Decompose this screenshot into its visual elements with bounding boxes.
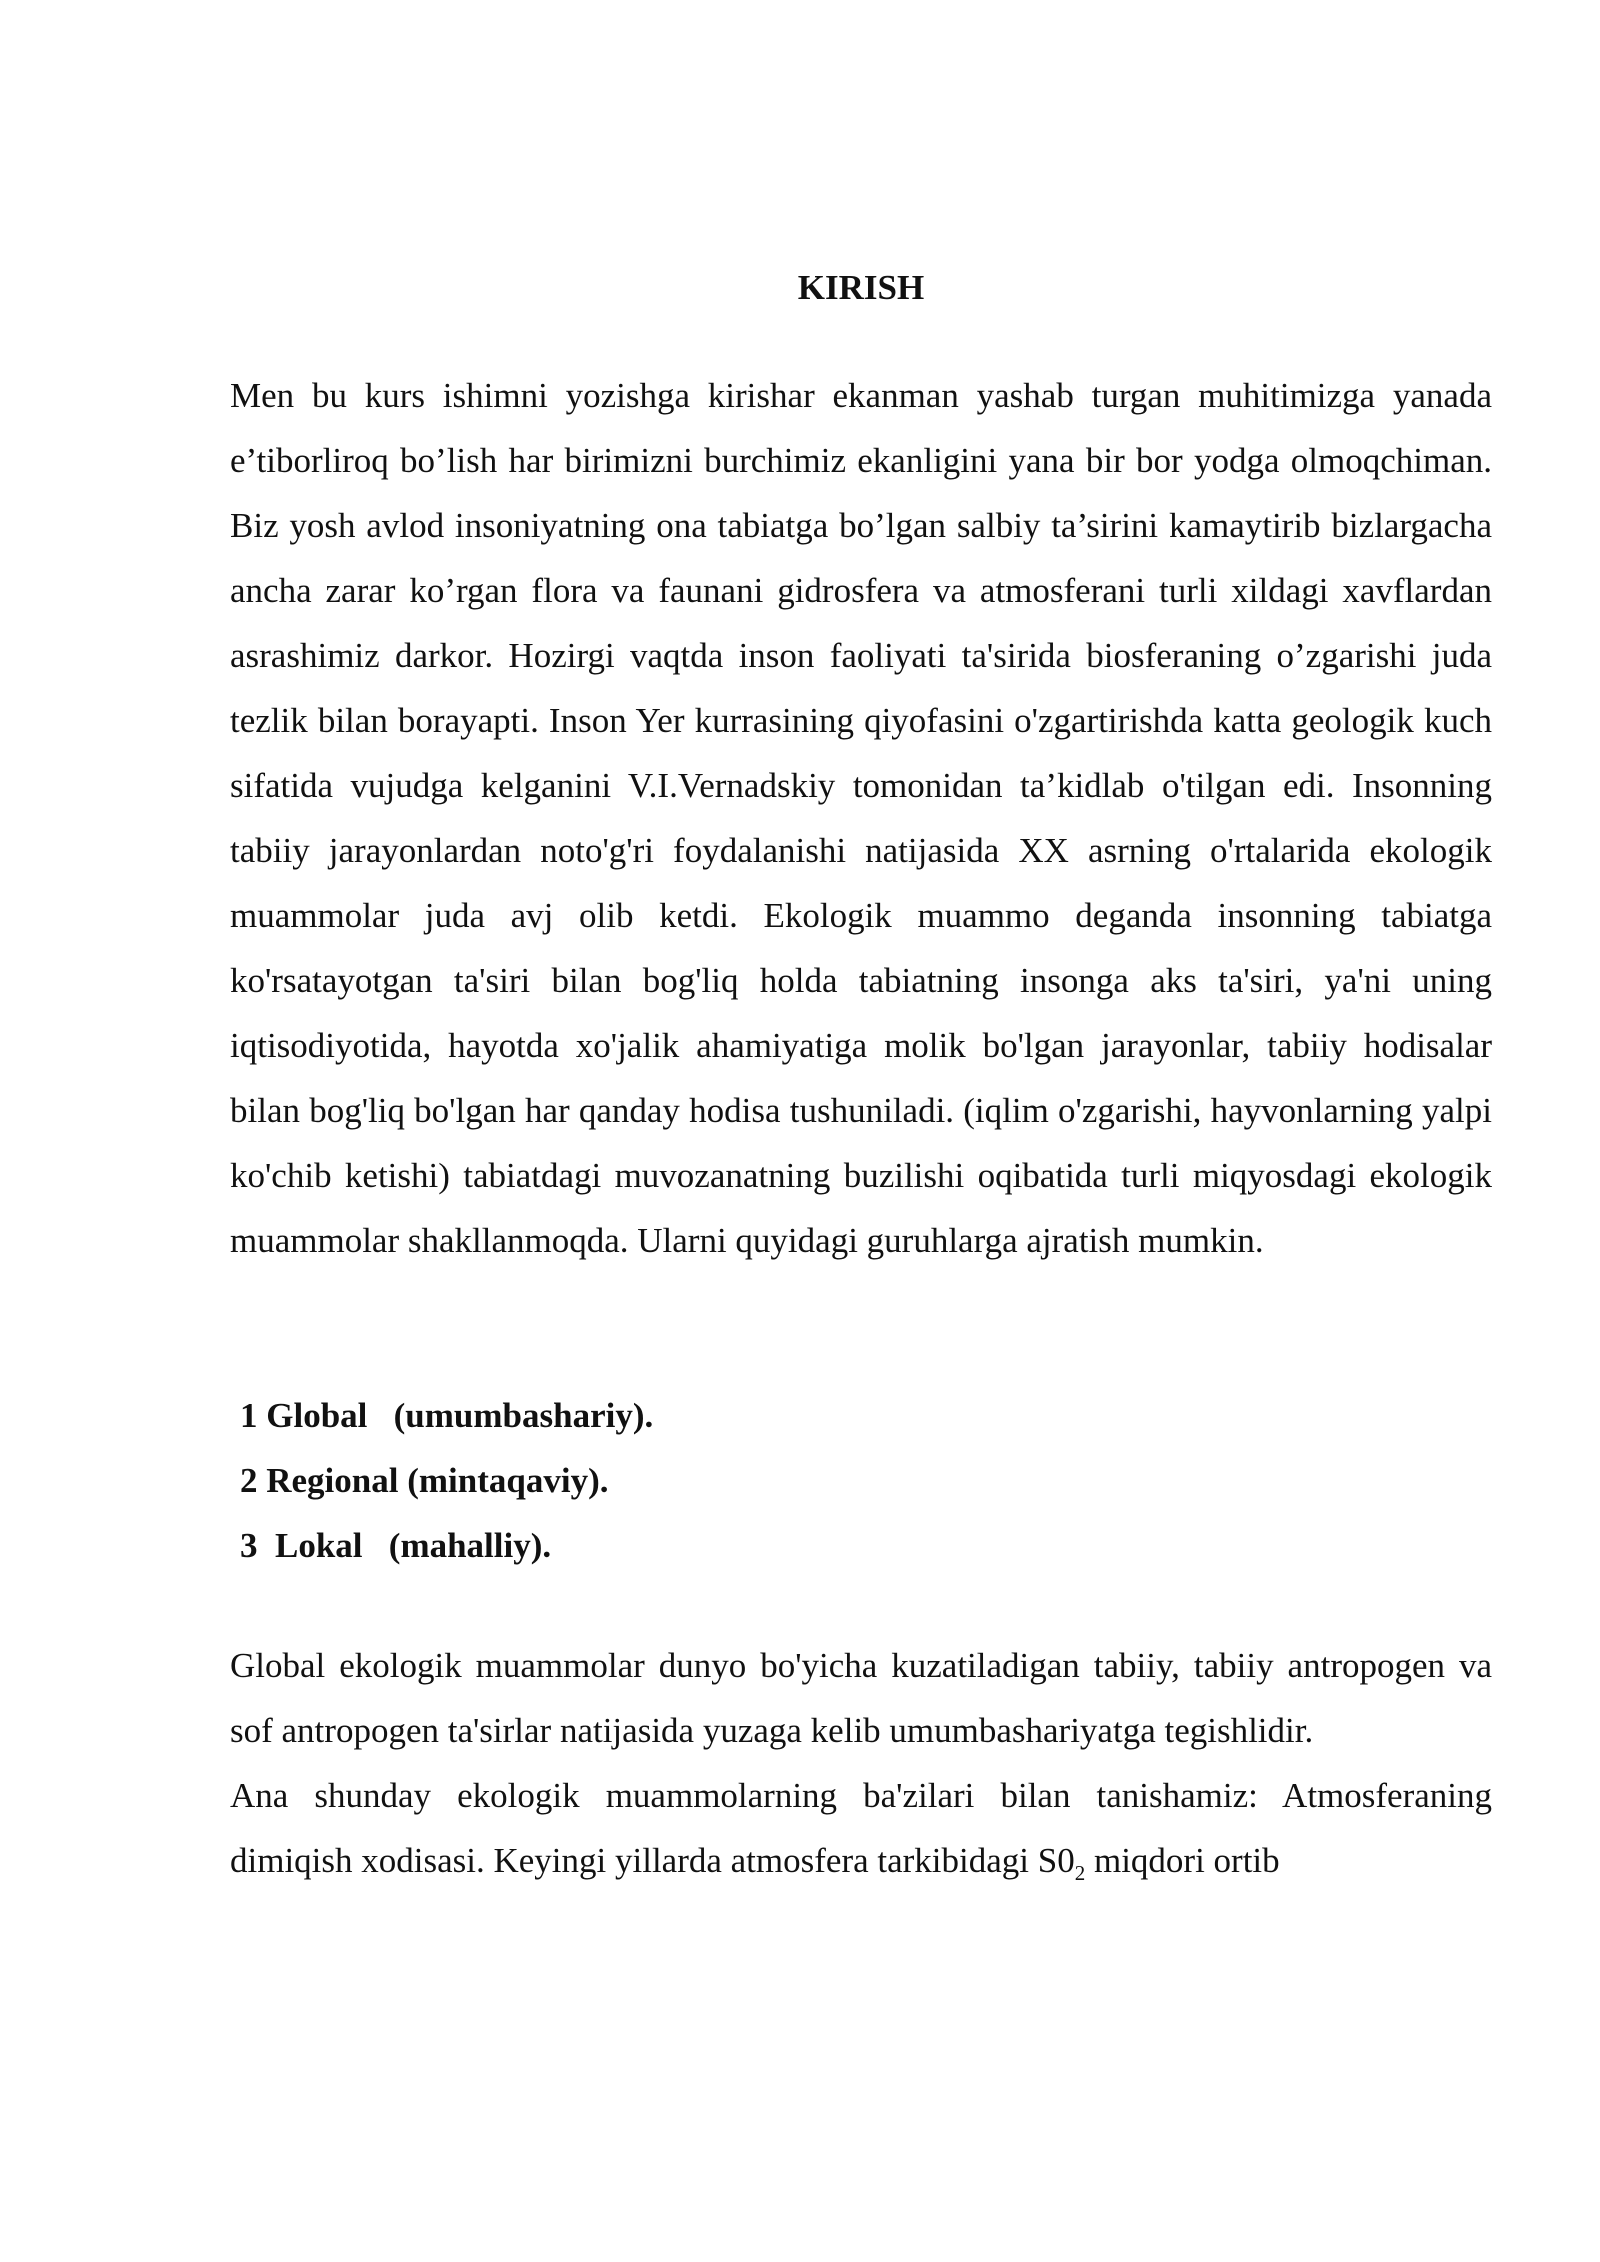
list-item: 3 Lokal (mahalliy). (240, 1526, 552, 1565)
subscript-2: 2 (1074, 1861, 1086, 1885)
last-paragraph (230, 1763, 1492, 1893)
last-paragraph-start: Ana shunday ekologik muammolarning ba'zilari bilan tanishamiz: Atmosferaning dimiqish xodisasi. Keyingi yillarda atmosfera tarkibidagi S0 (230, 1776, 1492, 1880)
spacer (230, 1273, 1492, 1383)
list-item: 2 Regional (mintaqaviy). (240, 1461, 609, 1500)
spacer (230, 1578, 1492, 1633)
problem-groups-list (230, 1383, 1492, 1578)
list-item: 1 Global (umumbashariy). (240, 1396, 654, 1435)
page-title: KIRISH (797, 268, 925, 307)
page-content (230, 258, 1492, 1893)
global-paragraph: Global ekologik muammolar dunyo bo'yicha kuzatiladigan tabiiy, tabiiy antropogen va sof antropogen ta'sirlar natijasida yuzaga kelib umumbashariyatga tegishlidir. (230, 1646, 1492, 1750)
last-paragraph-end: miqdori ortib (1085, 1841, 1280, 1880)
intro-paragraph: Men bu kurs ishimni yozishga kirishar ekanman yashab turgan muhitimizga yanada e’tiborliroq bo’lish har birimizni burchimiz ekanligini yana bir bor yodga olmoqchiman. Biz yosh avlod insoniyatning ona tabiatga bo’lgan salbiy ta’sirini kamaytirib bizlargacha ancha zarar ko’rgan flora va faunani gidrosfera va atmosferani turli xildagi xavflardan asrashimiz darkor. Hozirgi vaqtda inson faoliyati ta'sirida biosferaning o’zgarishi juda tezlik bilan borayapti. Inson Yer kurrasining qiyofasini o'zgartirishda katta geologik kuch sifatida vujudga kelganini V.I.Vernadskiy tomonidan ta’kidlab o'tilgan edi. Insonning tabiiy jarayonlardan noto'g'ri foydalanishi natijasida XX asrning o'rtalarida ekologik muammolar juda avj olib ketdi. Ekologik muammo deganda insonning tabiatga ko'rsatayotgan ta'siri bilan bog'liq holda tabiatning insonga aks ta'siri, ya'ni uning iqtisodiyotida, hayotda xo'jalik ahamiyatiga molik bo'lgan jarayonlar, tabiiy hodisalar bilan bog'liq bo'lgan har qanday hodisa tushuniladi. (iqlim o'zgarishi, hayvonlarning yalpi ko'chib ketishi) tabiatdagi muvozanatning buzilishi oqibatida turli miqyosdagi ekologik muammolar shakllanmoqda. Ularni quyidagi guruhlarga ajratish mumkin. (230, 376, 1492, 1260)
